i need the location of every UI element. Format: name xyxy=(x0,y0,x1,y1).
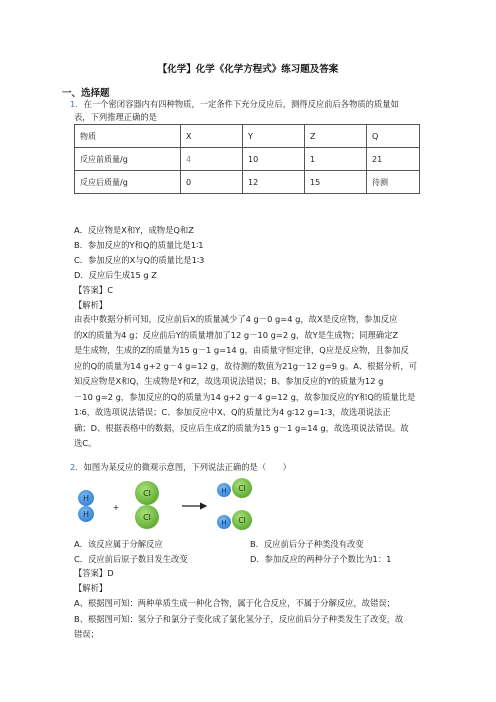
q2-option-d: D．参加反应的两种分子个数比为1：1 xyxy=(250,554,392,564)
cl-atom-label: Cl xyxy=(143,489,151,498)
table-cell: 待测 xyxy=(367,171,420,194)
analysis-line: A、根据图可知：两种单质生成一种化合物，属于化合反应，不属于分解反应，故错误； xyxy=(74,598,395,608)
q1-stem-text: 在一个密闭容器内有四种物质，一定条件下充分反应后，测得反应前后各物质的质量如 xyxy=(83,99,399,109)
table-cell: 反应后质量/g xyxy=(75,171,181,194)
analysis-line: 应的Q的质量为14 g+2 g－4 g=12 g，故待测的数值为21g－12 g=9 g。A、根据分析，可 xyxy=(74,360,417,371)
table-row xyxy=(75,148,420,171)
analysis-line: 确；D、根据表格中的数据，反应后生成Z的质量为15 g－1 g=14 g，故选项说法错误。故 xyxy=(74,422,409,433)
q2-option-c: C．反应前后原子数目发生改变 xyxy=(74,554,188,564)
table-cell: X xyxy=(181,125,243,148)
analysis-line: 1∶6，故选项说法错误；C、参加反应中X、Q的质量比为4 g∶12 g=1∶3，故选项说法正 xyxy=(74,407,391,417)
hcl-molecule xyxy=(217,510,252,530)
h-atom-label: H xyxy=(221,487,227,495)
table-cell: Y xyxy=(243,125,305,148)
q1-stem-line1 xyxy=(70,98,399,110)
mass-table xyxy=(74,124,420,194)
table-cell: 0 xyxy=(181,171,243,194)
chlorine-molecule xyxy=(135,481,159,529)
table-row xyxy=(75,171,420,194)
table-cell: 15 xyxy=(305,171,367,194)
q1-answer: 【答案】C xyxy=(74,285,113,295)
h-atom-label: H xyxy=(221,519,227,527)
table-cell: 10 xyxy=(243,148,305,171)
table-cell: 反应前质量/g xyxy=(75,148,181,171)
q2-answer: 【答案】D xyxy=(74,568,114,578)
analysis-line: －10 g=2 g，参加反应的Q的质量为14 g+2 g－4 g=12 g，故参加反应的Y和Q的质量比是 xyxy=(74,391,416,402)
table-cell: Z xyxy=(305,125,367,148)
q1-option-d: D．反应后生成15 g Z xyxy=(74,270,157,280)
plus-sign: + xyxy=(112,503,120,512)
analysis-line: 是生成物，生成的Z的质量为15 g－1 g=14 g，由质量守恒定律，Q应是反应物，且参加反 xyxy=(74,345,409,355)
analysis-line: 由表中数据分析可知，反应前后X的质量减少了4 g－0 g=4 g，故X是反应物，参加反应 xyxy=(74,314,398,324)
q2-number: 2． xyxy=(70,462,84,472)
q1-option-a: A．反应物是X和Y，成物是Q和Z xyxy=(74,225,194,235)
q1-analysis xyxy=(74,312,424,452)
table-cell: 物质 xyxy=(75,125,181,148)
q1-stem-line2: 表，下列推理正确的是 xyxy=(74,112,157,122)
table-header-row xyxy=(75,125,420,148)
h-atom-label: H xyxy=(82,510,90,519)
table-cell: 4 xyxy=(181,148,243,171)
reaction-diagram xyxy=(74,478,274,534)
hydrogen-molecule xyxy=(78,490,94,522)
q2-option-b: B．反应前后分子种类没有改变 xyxy=(250,539,364,549)
q2-stem-text: 如图为某反应的微观示意图，下列说法正确的是（ ） xyxy=(83,462,292,472)
q2-analysis xyxy=(74,596,424,643)
page-title: 【化学】化学《化学方程式》练习题及答案 xyxy=(157,64,339,75)
q1-analysis-label: 【解析】 xyxy=(74,300,108,310)
table-cell: 1 xyxy=(305,148,367,171)
q1-option-b: B．参加反应的Y和Q的质量比是1∶1 xyxy=(74,240,204,250)
analysis-line: 的X的质量为4 g；反应前后Y的质量增加了12 g－10 g=2 g，故Y是生成物；同理确定Z xyxy=(74,329,399,340)
section-heading: 一、选择题 xyxy=(62,88,110,99)
q1-number: 1． xyxy=(70,99,84,109)
h-atom-label: H xyxy=(82,494,90,503)
analysis-line: B、根据图可知：氢分子和氯分子变化成了氯化氢分子，反应前后分子种类发生了改变，故 xyxy=(74,613,404,624)
table-cell: Q xyxy=(367,125,420,148)
cl-atom-label: Cl xyxy=(238,516,246,525)
q2-option-a: A．该反应属于分解反应 xyxy=(74,539,163,549)
q2-analysis-label: 【解析】 xyxy=(74,583,108,593)
table-cell: 12 xyxy=(243,171,305,194)
analysis-line: 选C。 xyxy=(74,438,97,448)
cl-atom-label: Cl xyxy=(238,484,246,493)
cl-atom-label: Cl xyxy=(143,513,151,522)
analysis-line: 知反应物是X和Q，生成物是Y和Z，故选项说法错误；B、参加反应的Y的质量为12 g xyxy=(74,376,384,386)
analysis-line: 错误； xyxy=(74,629,99,639)
q2-stem xyxy=(70,461,291,473)
table-cell: 21 xyxy=(367,148,420,171)
q1-option-c: C．参加反应的X与Q的质量比是1∶3 xyxy=(74,255,205,265)
hcl-molecule xyxy=(217,478,252,498)
